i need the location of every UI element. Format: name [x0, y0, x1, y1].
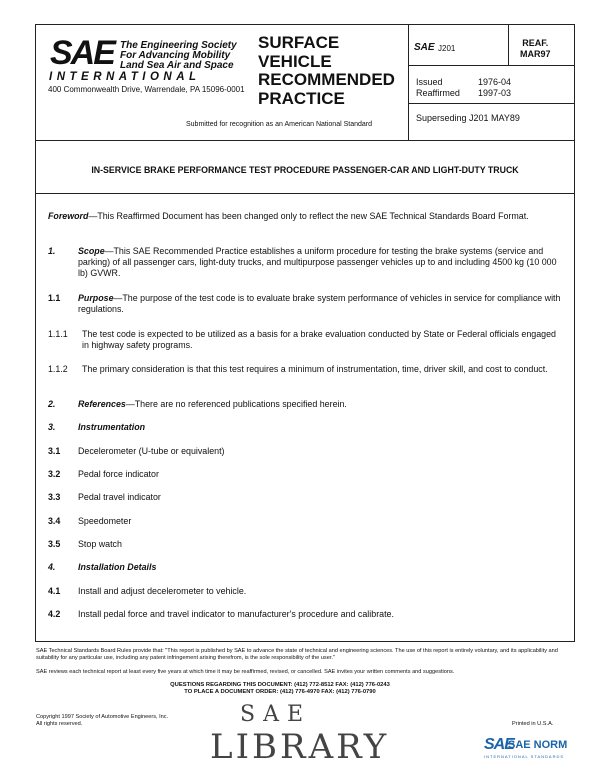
section-text: —The purpose of the test code is to evaluate brake system performance of vehicles in service for compliance with regulations.: [78, 293, 561, 314]
section-text: The test code is expected to be utilized as a basis for a brake evaluation conducted by State or Federal officials engaged in highway safety programs.: [82, 329, 556, 350]
reaffirmed-row: [416, 88, 511, 99]
sae-norm-badge: [484, 736, 568, 759]
section-number: 1.: [48, 246, 56, 256]
title-divider: [36, 193, 574, 194]
ansi-submission-note: Submitted for recognition as an American National Standard: [186, 121, 372, 128]
review-notice: SAE reviews each technical report at least every five years at which time it may be reaffirmed, revised, or cancelled. SAE invites your written comments and suggestions.: [36, 669, 455, 675]
section-number: 3.5: [48, 539, 61, 549]
section-text: Decelerometer (U-tube or equivalent): [78, 446, 225, 456]
section-number: 3.: [48, 422, 56, 432]
section-number: 1.1: [48, 293, 61, 303]
section-number: 3.3: [48, 492, 61, 502]
section-number: 2.: [48, 399, 56, 409]
superseding-note: Superseding J201 MAY89: [416, 113, 520, 123]
section-number: 3.4: [48, 516, 61, 526]
section-text: Stop watch: [78, 539, 122, 549]
library-stamp: [210, 697, 389, 765]
document-number: J201: [438, 44, 456, 53]
section-text: Pedal force indicator: [78, 469, 159, 479]
section-text: —There are no referenced publications specified herein.: [125, 399, 347, 409]
section-number: 1.1.1: [48, 329, 68, 339]
section-text: —This SAE Recommended Practice establishes a uniform procedure for testing the brake systems (service and parking) of all passenger cars, light-duty trucks, and multipurpose passenger vehicles up to and including 4500 kg (10 000 lb) GVWR.: [78, 246, 557, 278]
issued-value: 1976-04: [478, 77, 512, 87]
section-heading: Scope: [78, 246, 105, 256]
header-right-panel: [408, 25, 574, 140]
section-text: Speedometer: [78, 516, 132, 526]
foreword-heading: Foreword: [48, 211, 89, 221]
order-contact: TO PLACE A DOCUMENT ORDER: (412) 776-4970 FAX: (412) 776-0790: [184, 689, 376, 695]
code-sae-mark: SAE: [414, 42, 435, 53]
international-wordmark: INTERNATIONAL: [49, 71, 201, 83]
foreword: [48, 211, 566, 222]
rights-notice: All rights reserved.: [36, 721, 83, 727]
section-heading: Instrumentation: [78, 422, 146, 432]
document-frame: [35, 24, 575, 642]
issued-label: Issued: [416, 77, 443, 87]
reaffirmation-status: REAF. MAR97: [520, 38, 551, 59]
section-heading: References: [78, 399, 126, 409]
reaffirmed-value: 1997-03: [478, 88, 512, 98]
section-number: 3.2: [48, 469, 61, 479]
badge-sae-logo: SAE: [484, 736, 514, 753]
section-number: 4.1: [48, 586, 61, 596]
standards-board-rules: SAE Technical Standards Board Rules provide that: "This report is published by SAE to advance the state of technical and engineering sciences. The use of this report is entirely voluntary, and its applicability and suitability for any particular use, including any patent infringement arising therefrom, is the sole responsibility of the user.": [36, 648, 558, 661]
document-type: SURFACE VEHICLE RECOMMENDED PRACTICE: [258, 33, 395, 108]
sae-logo: SAE: [50, 34, 114, 72]
section-number: 1.1.2: [48, 364, 68, 374]
section-text: Install pedal force and travel indicator to manufacturer's procedure and calibrate.: [78, 609, 394, 619]
header-left-panel: [36, 25, 409, 140]
section-heading: Purpose: [78, 293, 114, 303]
document-header: [36, 25, 574, 141]
section-text: Install and adjust decelerometer to vehicle.: [78, 586, 247, 596]
copyright-notice: Copyright 1997 Society of Automotive Engineers, Inc.: [36, 714, 169, 720]
section-number: 4.2: [48, 609, 61, 619]
questions-contact: QUESTIONS REGARDING THIS DOCUMENT: (412) 772-8512 FAX: (412) 776-0243: [170, 682, 390, 688]
foreword-text: —This Reaffirmed Document has been changed only to reflect the new SAE Technical Standards Board Format.: [88, 211, 529, 221]
document-dates: [416, 77, 511, 99]
document-code-box: [408, 25, 574, 66]
issued-row: [416, 77, 511, 88]
society-address: 400 Commonwealth Drive, Warrendale, PA 15096-0001: [48, 85, 245, 94]
section-number: 4.: [48, 562, 56, 572]
badge-subtitle: INTERNATIONAL STANDARDS: [484, 754, 565, 759]
section-heading: Installation Details: [78, 562, 157, 572]
document-title: IN-SERVICE BRAKE PERFORMANCE TEST PROCEDURE PASSENGER-CAR AND LIGHT-DUTY TRUCK: [91, 165, 519, 175]
code-divider: [508, 25, 509, 65]
dates-divider: [408, 103, 574, 104]
section-text: The primary consideration is that this test requires a minimum of instrumentation, time, driver skill, and cost to conduct.: [82, 364, 548, 374]
stamp-line-1: SAE: [240, 702, 312, 727]
reaffirmed-label: Reaffirmed: [416, 88, 460, 98]
badge-label: SAE NORM: [508, 739, 568, 751]
section-text: Pedal travel indicator: [78, 492, 161, 502]
section-number: 3.1: [48, 446, 61, 456]
stamp-line-2: LIBRARY: [210, 727, 390, 767]
society-tagline: The Engineering Society For Advancing Mobility Land Sea Air and Space: [120, 40, 237, 71]
printed-in: Printed in U.S.A.: [512, 721, 554, 727]
